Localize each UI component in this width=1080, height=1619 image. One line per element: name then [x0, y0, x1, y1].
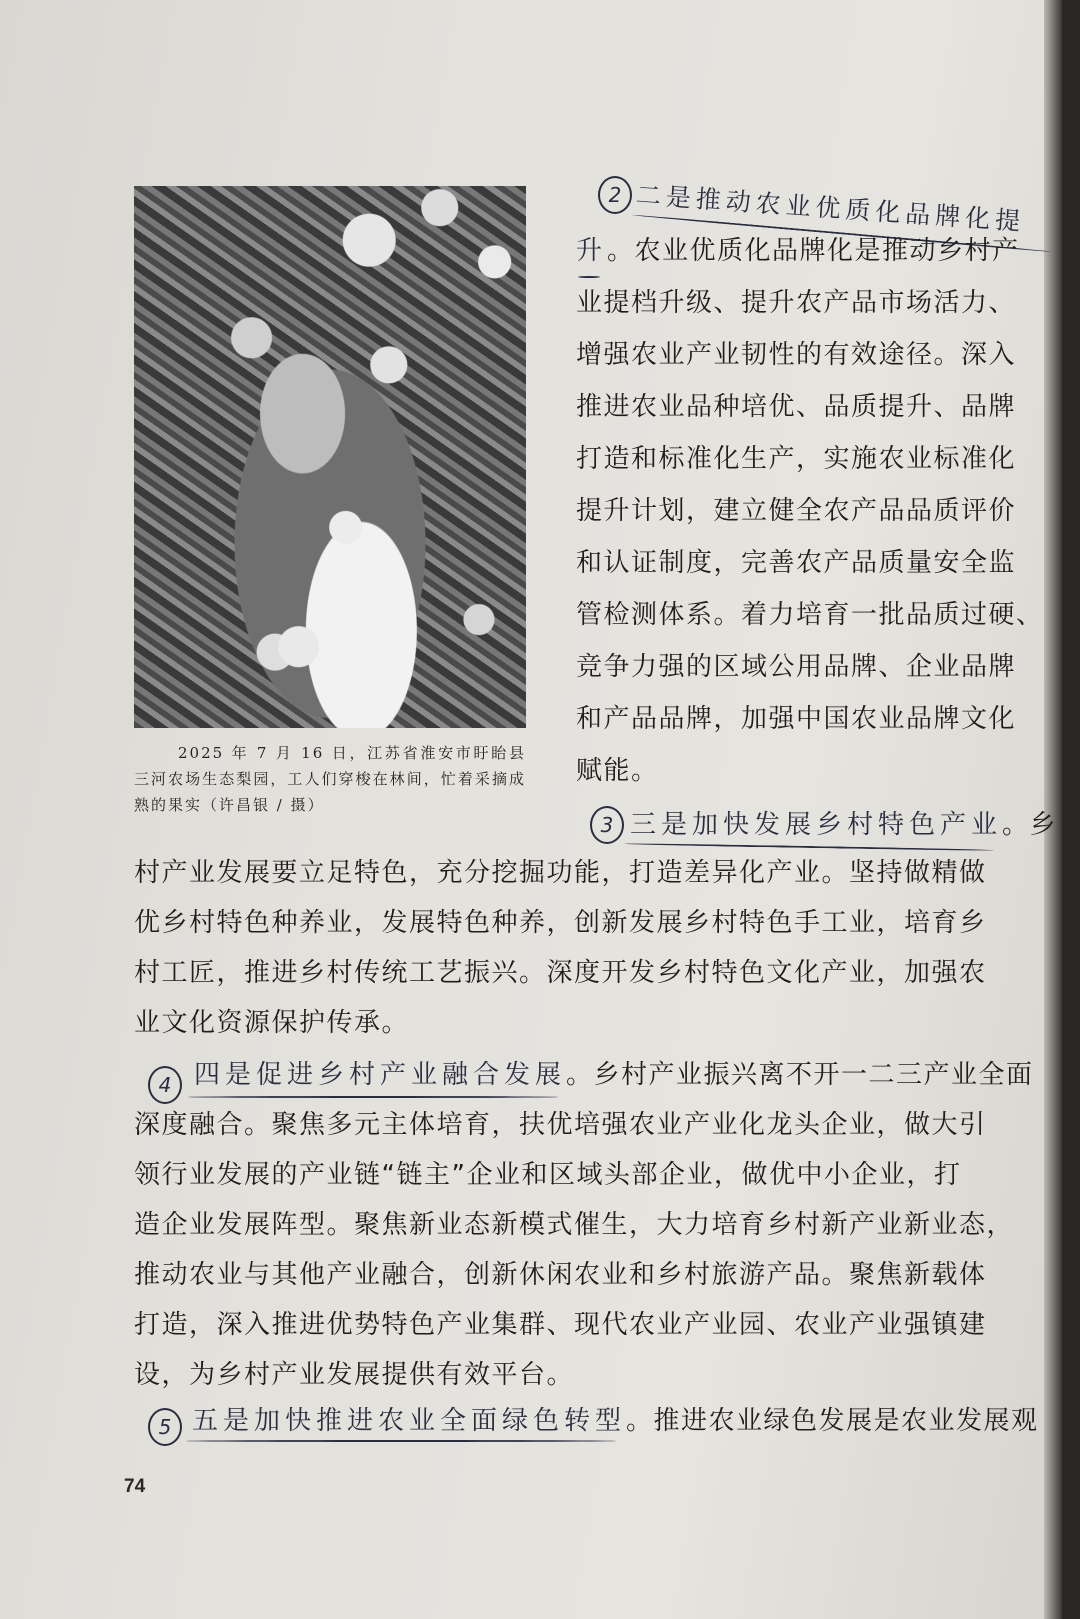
orchard-photo — [134, 186, 526, 728]
photo-caption — [134, 740, 526, 818]
para5-heading-line: 五是加快推进农业全面绿色转型。推进农业绿色发展是农业发展观 — [192, 1406, 1039, 1436]
para2-line-1: 升。农业优质化品牌化是推动乡村产 — [576, 236, 1020, 266]
para4-line-3: 造企业发展阵型。聚焦新业态新模式催生，大力培育乡村新产业新业态， — [134, 1210, 1015, 1240]
para2-line-10: 和产品品牌，加强中国农业品牌文化 — [576, 704, 1017, 734]
para2-line-9: 竞争力强的区域公用品牌、企业品牌 — [576, 652, 1017, 682]
para2-heading-line1: 二是推动农业优质化品牌化提 — [635, 180, 1027, 237]
para4-line-6: 设，为乡村产业发展提供有效平台。 — [134, 1360, 575, 1390]
para4-line-5: 打造，深入推进优势特色产业集群、现代农业产业园、农业产业强镇建 — [134, 1310, 987, 1340]
handwritten-marker-2: 2 — [598, 176, 632, 214]
para4-heading-underline — [188, 1096, 558, 1098]
para4-line-2: 领行业发展的产业链“链主”企业和区域头部企业，做优中小企业，打 — [134, 1160, 962, 1190]
para4-heading-line: 四是促进乡村产业融合发展。乡村产业振兴离不开一二三产业全面 — [194, 1060, 1034, 1090]
para2-line-4: 推进农业品种培优、品质提升、品牌 — [576, 392, 1017, 422]
running-head — [132, 102, 302, 120]
para5-heading: 五是加快推进农业全面绿色转型 — [192, 1406, 627, 1436]
para5-heading-underline — [186, 1440, 616, 1442]
para2-line-7: 和认证制度，完善农产品质量安全监 — [576, 548, 1017, 578]
para2-line-3: 增强农业产业韧性的有效途径。深入 — [576, 340, 1017, 370]
para4-heading: 四是促进乡村产业融合发展 — [194, 1060, 567, 1090]
handwritten-marker-3: 3 — [590, 806, 624, 844]
para2-line-5: 打造和标准化生产，实施农业标准化 — [576, 444, 1017, 474]
page-number: 74 — [124, 1476, 146, 1497]
photo-caption-text: 2025 年 7 月 16 日，江苏省淮安市盱眙县三河农场生态梨园，工人们穿梭在林间，忙着采摘成熟的果实（许昌银 / 摄） — [134, 744, 526, 814]
para3-heading-line: 三是加快发展乡村特色产业。乡 — [630, 810, 1058, 840]
para2-line-2: 业提档升级、提升农产品市场活力、 — [576, 288, 1017, 318]
para3-heading: 三是加快发展乡村特色产业 — [630, 810, 1003, 840]
para3-line-1: 村产业发展要立足特色，充分挖掘功能，打造差异化产业。坚持做精做 — [134, 858, 987, 888]
para4-line-4: 推动农业与其他产业融合，创新休闲农业和乡村旅游产品。聚焦新载体 — [134, 1260, 987, 1290]
para4-line-1: 深度融合。聚焦多元主体培育，扶优培强农业产业化龙头企业，做大引 — [134, 1110, 987, 1140]
para2-line-8: 管检测体系。着力培育一批品质过硬、 — [576, 600, 1044, 630]
handwritten-marker-4: 4 — [148, 1066, 182, 1104]
handwritten-marker-5: 5 — [148, 1408, 182, 1446]
para3-line-2: 优乡村特色种养业，发展特色种养，创新发展乡村特色手工业，培育乡 — [134, 908, 987, 938]
para2-line-11: 赋能。 — [576, 756, 659, 786]
para3-line-4: 业文化资源保护传承。 — [134, 1008, 410, 1038]
para2-line-6: 提升计划，建立健全农产品品质评价 — [576, 496, 1017, 526]
para3-line-3: 村工匠，推进乡村传统工艺振兴。深度开发乡村特色文化产业，加强农 — [134, 958, 987, 988]
